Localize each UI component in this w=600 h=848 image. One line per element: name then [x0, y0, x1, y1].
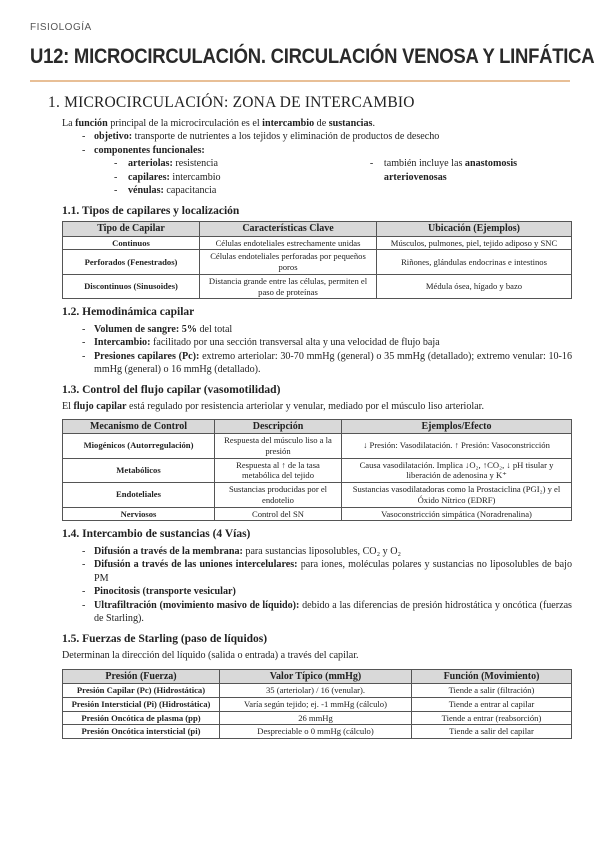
list-item: - Presiones capilares (Pc): extremo arteriolar: 30-70 mmHg (general) o 35 mmHg (detallado); extremo venular: 10-16 mmHg (general) o 16 mmHg (detallado).: [82, 350, 572, 377]
table-header: Presión (Fuerza): [63, 669, 220, 683]
list-item: - vénulas: capacitancia: [114, 184, 350, 198]
table-cell: Respuesta del músculo liso a la presión: [215, 434, 342, 458]
table-row: [63, 274, 572, 298]
table-row: [63, 483, 572, 507]
table-cell: Presión Capilar (Pc) (Hidrostática): [63, 684, 220, 698]
table-cell: Tiende a salir (filtración): [412, 684, 572, 698]
capillary-types-table: [62, 221, 572, 299]
list-item: - Pinocitosis (transporte vesicular): [82, 585, 572, 599]
table-cell: Médula ósea, hígado y bazo: [377, 274, 572, 298]
table-row: [63, 507, 572, 521]
table-row: [63, 434, 572, 458]
subject-label: FISIOLOGÍA: [30, 22, 92, 33]
list-item: - también incluye las anastomosis arteriovenosas: [370, 157, 572, 184]
table-cell: Respuesta al ↑ de la tasa metabólica del tejido: [215, 458, 342, 482]
table-header: Descripción: [215, 419, 342, 433]
paragraph: El flujo capilar está regulado por resistencia arteriolar y venular, mediado por el músculo liso arteriolar.: [62, 401, 485, 413]
subsection-heading: 1.1. Tipos de capilares y localización: [62, 204, 240, 217]
table-cell: Sustancias producidas por el endotelio: [215, 483, 342, 507]
list-item: - Difusión a través de la membrana: para sustancias liposolubles, CO₂ y O₂: [82, 545, 572, 559]
table-cell: Células endoteliales perforadas por pequeños poros: [200, 250, 377, 274]
section-heading: 1. MICROCIRCULACIÓN: ZONA DE INTERCAMBIO: [48, 94, 415, 111]
table-cell: Presión Intersticial (Pi) (Hidrostática): [63, 697, 220, 711]
subsection-heading: 1.5. Fuerzas de Starling (paso de líquidos): [62, 632, 268, 645]
table-cell: Nerviosos: [63, 507, 215, 521]
table-row: [63, 458, 572, 482]
table-header: Ejemplos/Efecto: [342, 419, 572, 433]
table-cell: Vasoconstricción simpática (Noradrenalina): [342, 507, 572, 521]
table-cell: Tiende a salir del capilar: [412, 725, 572, 739]
subsection-heading: 1.2. Hemodinámica capilar: [62, 306, 195, 319]
table-row: [63, 711, 572, 725]
paragraph: Determinan la dirección del líquido (salida o entrada) a través del capilar.: [62, 650, 359, 662]
table-cell: Células endoteliales estrechamente unidas: [200, 236, 377, 250]
table-cell: Varía según tejido; ej. -1 mmHg (cálculo): [220, 697, 412, 711]
table-row: [63, 697, 572, 711]
list-item: - Intercambio: facilitado por una sección transversal alta y una velocidad de flujo baja: [82, 336, 572, 350]
table-row: [63, 236, 572, 250]
table-row: [63, 725, 572, 739]
table-cell: Tiende a entrar (reabsorción): [412, 711, 572, 725]
hemodynamics-list: [62, 323, 572, 377]
flow-control-table: [62, 419, 572, 522]
table-cell: Metabólicos: [63, 458, 215, 482]
table-header: Ubicación (Ejemplos): [377, 222, 572, 236]
table-cell: Músculos, pulmones, piel, tejido adiposo y SNC: [377, 236, 572, 250]
table-header: Función (Movimiento): [412, 669, 572, 683]
intro-paragraph: La función principal de la microcirculación es el intercambio de sustancias.: [62, 117, 375, 129]
list-item: - Volumen de sangre: 5% del total: [82, 323, 572, 337]
table-header: Tipo de Capilar: [63, 222, 200, 236]
table-row: [63, 250, 572, 274]
table-row: [63, 684, 572, 698]
list-item: - objetivo: transporte de nutrientes a los tejidos y eliminación de productos de desecho: [82, 130, 572, 144]
table-cell: Endoteliales: [63, 483, 215, 507]
table-cell: Miogénicos (Autorregulación): [63, 434, 215, 458]
table-cell: Control del SN: [215, 507, 342, 521]
list-item: - componentes funcionales: - arteriolas: resistencia - capilares: intercambio - vénulas: capacitancia - también incluye las anastomosis arteriovenosas: [82, 144, 572, 198]
table-cell: Causa vasodilatación. Implica ↓O₂, ↑CO₂, ↓ pH tisular y liberación de adenosina y K⁺: [342, 458, 572, 482]
table-cell: Continuos: [63, 236, 200, 250]
subsection-heading: 1.4. Intercambio de sustancias (4 Vías): [62, 528, 251, 541]
title-divider: [30, 80, 570, 82]
list-item: - Ultrafiltración (movimiento masivo de líquido): debido a las diferencias de presión hidrostática y oncótica (fuerzas de Starling).: [82, 599, 572, 626]
table-cell: 26 mmHg: [220, 711, 412, 725]
table-cell: ↓ Presión: Vasodilatación. ↑ Presión: Vasoconstricción: [342, 434, 572, 458]
table-header: Mecanismo de Control: [63, 419, 215, 433]
list-item: - Difusión a través de las uniones intercelulares: para iones, moléculas polares y sustancias no liposolubles de bajo PM: [82, 558, 572, 585]
list-item: - capilares: intercambio: [114, 171, 350, 185]
exchange-list: [62, 545, 572, 626]
table-cell: Presión Oncótica de plasma (pp): [63, 711, 220, 725]
intro-list: [62, 130, 572, 198]
page-title: U12: MICROCIRCULACIÓN. CIRCULACIÓN VENOSA Y LINFÁTICA: [30, 44, 595, 68]
subsection-heading: 1.3. Control del flujo capilar (vasomotilidad): [62, 383, 281, 396]
table-header: Características Clave: [200, 222, 377, 236]
table-cell: Sustancias vasodilatadoras como la Prostaciclina (PGI₂) y el Óxido Nítrico (EDRF): [342, 483, 572, 507]
table-cell: Riñones, glándulas endocrinas e intestinos: [377, 250, 572, 274]
table-cell: Distancia grande entre las células, permiten el paso de proteínas: [200, 274, 377, 298]
table-cell: Presión Oncótica intersticial (pi): [63, 725, 220, 739]
table-cell: 35 (arteriolar) / 16 (venular).: [220, 684, 412, 698]
table-cell: Despreciable o 0 mmHg (cálculo): [220, 725, 412, 739]
document-body: [48, 93, 573, 741]
table-cell: Discontinuos (Sinusoides): [63, 274, 200, 298]
table-cell: Tiende a entrar al capilar: [412, 697, 572, 711]
table-cell: Perforados (Fenestrados): [63, 250, 200, 274]
starling-forces-table: [62, 669, 572, 739]
table-header: Valor Típico (mmHg): [220, 669, 412, 683]
list-item: - arteriolas: resistencia: [114, 157, 350, 171]
